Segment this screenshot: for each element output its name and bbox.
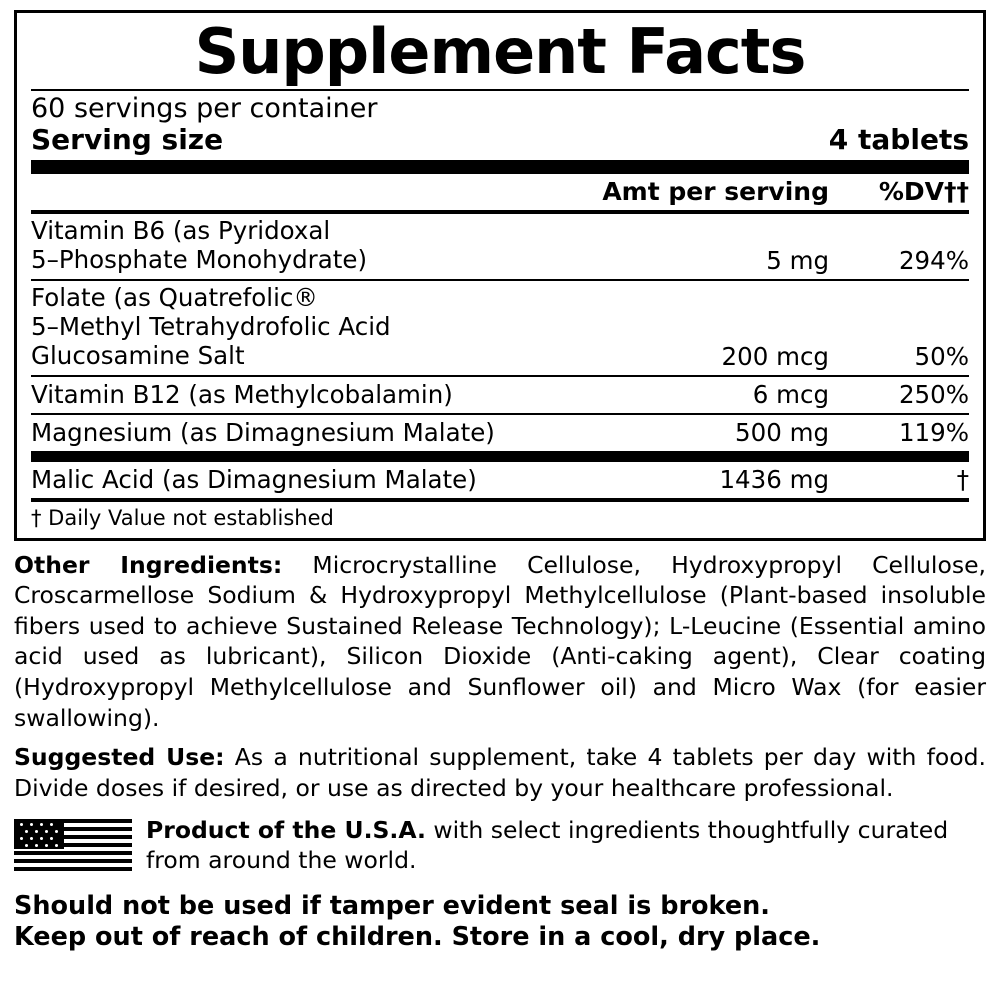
header-amount: Amt per serving <box>602 177 829 207</box>
nutrient-amount: 5 mg <box>602 212 829 280</box>
nutrient-dv: 119% <box>829 414 969 457</box>
header-blank <box>31 174 602 212</box>
daily-value-footnote: † Daily Value not established <box>31 505 334 530</box>
table-row <box>31 376 969 414</box>
nutrient-amount: 6 mcg <box>602 376 829 414</box>
warning-line-2: Keep out of reach of children. Store in a cool, dry place. <box>14 922 821 953</box>
nutrient-dv: † <box>829 456 969 498</box>
suggested-use-block <box>14 742 986 803</box>
nutrient-name: Vitamin B12 (as Methylcobalamin) <box>31 376 602 414</box>
origin-label: Product of the U.S.A. <box>146 816 426 845</box>
nutrient-name-line: 5–Phosphate Monohydrate) <box>31 245 368 275</box>
other-ingredients-text: Microcrystalline Cellulose, Hydroxypropyl Cellulose, Croscarmellose Sodium & Hydroxypropyl Methylcellulose (Plant-based insoluble fibers used to achieve Sustained Release Technology); L-Leucine (Essential amino acid used as lubricant), Silicon Dioxide (Anti-caking agent), Clear coating (Hydroxypropyl Methylcellulose and Sunflower oil) and Micro Wax (for easier swallowing). <box>14 550 986 732</box>
table-header-row <box>31 174 969 212</box>
divider-thick-top <box>31 160 969 174</box>
serving-size-row <box>31 124 969 160</box>
nutrient-name: Malic Acid (as Dimagnesium Malate) <box>31 456 602 498</box>
servings-per-container: 60 servings per container <box>31 93 378 124</box>
table-row <box>31 456 969 498</box>
supplement-facts-panel <box>14 10 986 541</box>
panel-title: Supplement Facts <box>194 15 806 88</box>
warning-block <box>14 891 986 953</box>
origin-text-block <box>146 815 986 875</box>
nutrient-name-line: Glucosamine Salt <box>31 340 245 370</box>
nutrient-name <box>31 212 602 280</box>
nutrient-amount: 500 mg <box>602 414 829 457</box>
nutrient-name: Magnesium (as Dimagnesium Malate) <box>31 414 602 457</box>
suggested-use-label: Suggested Use: <box>14 743 225 772</box>
nutrient-dv: 294% <box>829 212 969 280</box>
header-dv: %DV†† <box>878 177 969 207</box>
other-ingredients-block <box>14 550 986 733</box>
usa-flag-icon <box>14 819 132 881</box>
nutrient-name-line: 5–Methyl Tetrahydrofolic Acid <box>31 311 391 341</box>
other-ingredients-label: Other Ingredients: <box>14 550 283 579</box>
nutrient-name-line: Vitamin B6 (as Pyridoxal <box>31 216 331 246</box>
nutrients-table <box>31 174 969 498</box>
origin-text: with select ingredients thoughtfully curated from around the world. <box>146 816 949 875</box>
table-row <box>31 212 969 280</box>
serving-size-value: 4 tablets <box>828 123 969 157</box>
nutrient-dv: 50% <box>829 280 969 376</box>
serving-size-label: Serving size <box>31 123 224 157</box>
nutrient-dv: 250% <box>829 376 969 414</box>
warning-line-1: Should not be used if tamper evident seal is broken. <box>14 891 770 922</box>
nutrient-amount: 1436 mg <box>602 456 829 498</box>
suggested-use-text: As a nutritional supplement, take 4 tablets per day with food. Divide doses if desired, or use as directed by your healthcare professional. <box>14 743 986 802</box>
table-row <box>31 280 969 376</box>
nutrient-amount: 200 mcg <box>602 280 829 376</box>
nutrient-name-line: Folate (as Quatrefolic® <box>31 283 318 313</box>
nutrient-name <box>31 280 602 376</box>
table-row <box>31 414 969 457</box>
origin-row <box>14 815 986 881</box>
